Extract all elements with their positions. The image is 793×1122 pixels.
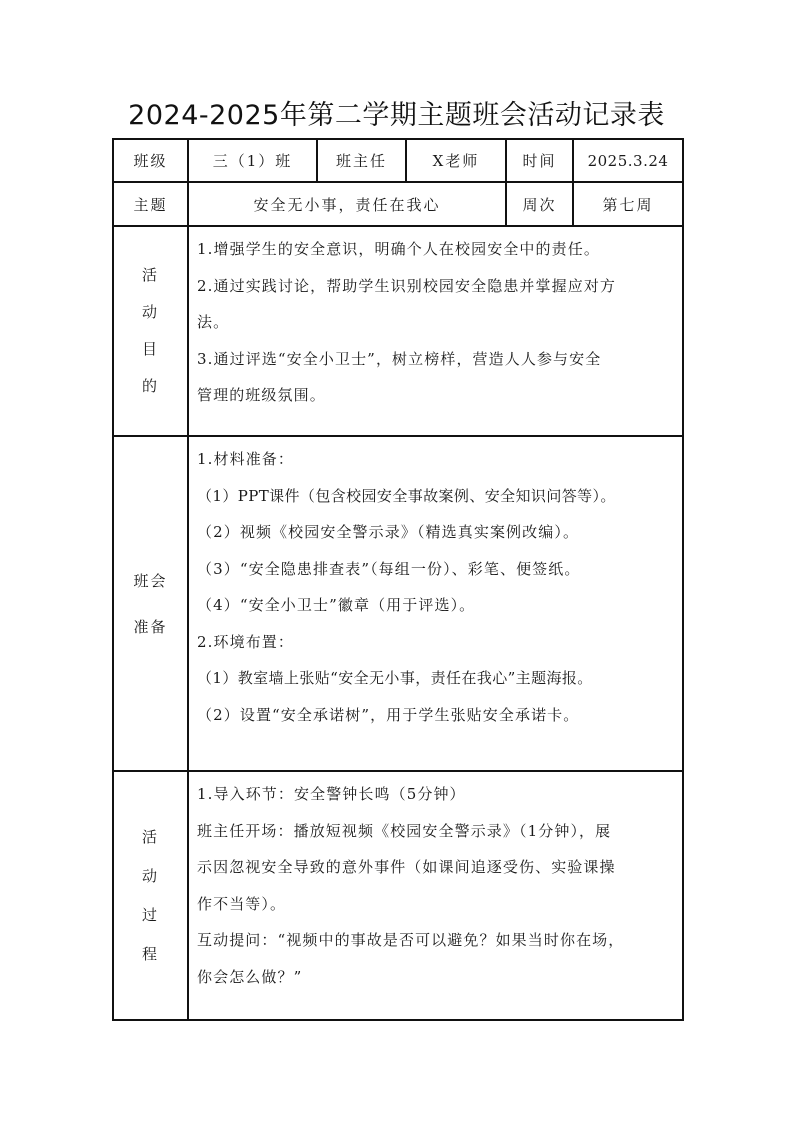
header-row-1	[113, 139, 683, 182]
process-line: 作不当等）。	[197, 894, 287, 913]
objective-line: 1.增强学生的安全意识，明确个人在校园安全中的责任。	[197, 240, 600, 258]
preparation-row	[113, 436, 683, 771]
objective-line: 管理的班级氛围。	[197, 386, 326, 404]
record-table	[112, 138, 684, 1021]
document-title: 2024-2025年第二学期主题班会活动记录表	[128, 100, 665, 131]
objective-line: 3.通过评选“安全小卫士”，树立榜样，营造人人参与安全	[197, 349, 602, 368]
objectives-row	[113, 226, 683, 436]
time-label: 时间	[506, 139, 573, 182]
process-line: 你会怎么做？”	[197, 967, 303, 986]
time-value: 2025.3.24	[573, 139, 683, 182]
preparation-line: （1）教室墙上张贴“安全无小事，责任在我心”主题海报。	[197, 669, 593, 687]
preparation-line: （4）“安全小卫士”徽章（用于评选）。	[197, 596, 476, 614]
header-row-2	[113, 182, 683, 226]
process-line: 班主任开场：播放短视频《校园安全警示录》（1分钟），展	[197, 821, 612, 840]
class-label: 班级	[113, 139, 188, 182]
theme-label: 主题	[113, 182, 188, 226]
process-row	[113, 771, 683, 1020]
preparation-line: 2.环境布置：	[197, 632, 295, 651]
preparation-line: （1）PPT课件（包含校园安全事故案例、安全知识问答等）。	[197, 486, 616, 505]
teacher-label: 班主任	[317, 139, 406, 182]
week-label: 周次	[506, 182, 573, 226]
week-value: 第七周	[573, 182, 683, 226]
preparation-label: 班会 准备	[113, 436, 188, 771]
process-line: 互动提问：“视频中的事故是否可以避免？如果当时你在场，	[197, 931, 625, 949]
objective-line: 法。	[197, 313, 230, 331]
process-label: 活 动 过 程	[113, 771, 188, 1020]
preparation-content	[188, 436, 683, 771]
teacher-value: X老师	[406, 139, 506, 182]
process-line: 1.导入环节：安全警钟长鸣（5分钟）	[197, 785, 466, 803]
objectives-content	[188, 226, 683, 436]
preparation-line: （2）设置“安全承诺树”，用于学生张贴安全承诺卡。	[197, 705, 580, 724]
theme-value: 安全无小事，责任在我心	[188, 182, 506, 226]
preparation-line: （2）视频《校园安全警示录》（精选真实案例改编）。	[197, 523, 580, 541]
preparation-line: （3）“安全隐患排查表”（每组一份）、彩笔、便签纸。	[197, 559, 581, 578]
preparation-line: 1.材料准备：	[197, 450, 295, 468]
process-content	[188, 771, 683, 1020]
class-value: 三（1）班	[188, 139, 317, 182]
process-line: 示因忽视安全导致的意外事件（如课间追逐受伤、实验课操	[197, 858, 616, 876]
objective-line: 2.通过实践讨论，帮助学生识别校园安全隐患并掌握应对方	[197, 276, 617, 295]
objectives-label: 活 动 目 的	[113, 226, 188, 436]
